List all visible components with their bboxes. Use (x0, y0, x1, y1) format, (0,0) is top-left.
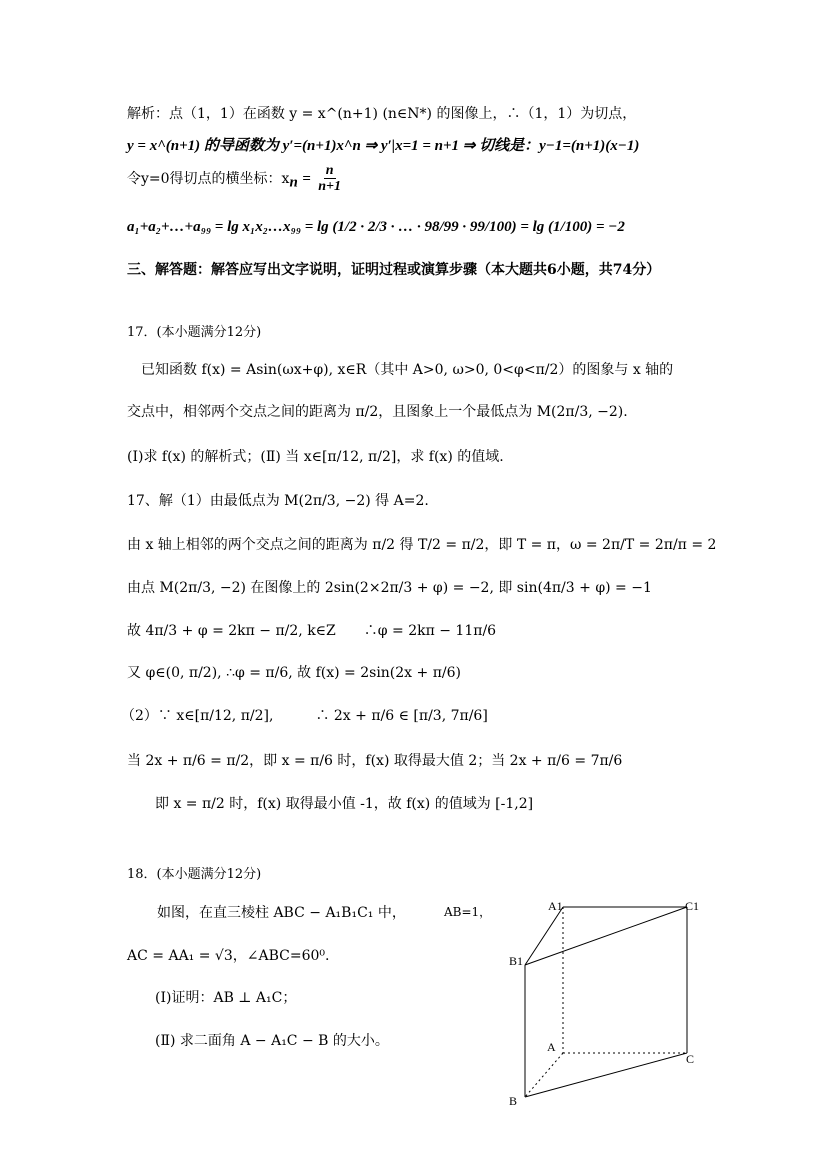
q18-stem-b: AC = AA₁ = √3，∠ABC=60⁰. (127, 948, 330, 964)
q17-heading: 17．(本小题满分12分) (127, 325, 262, 340)
q18-part-1: (Ⅰ)证明：AB ⊥ A₁C； (155, 990, 297, 1006)
q18-stem-ab: AB=1， (444, 905, 492, 919)
analysis-line-2: y = x^(n+1) 的导函数为 y′=(n+1)x^n ⇒ y′|x=1 = n+1 ⇒ 切线是：y−1=(n+1)(x−1) (127, 138, 640, 154)
q17-solution-2: 由 x 轴上相邻的两个交点之间的距离为 π/2 得 T/2 = π/2，即 T = π，ω = 2π/T = 2π/π = 2 (127, 537, 717, 553)
edge-b-c (525, 1053, 687, 1097)
edge-b1-c1 (525, 907, 687, 965)
section-three-heading: 三、解答题：解答应写出文字说明，证明过程或演算步骤（本大题共6小题，共74分） (127, 262, 661, 278)
label-c: C (686, 1052, 695, 1066)
analysis-line-3-sub: n (289, 174, 298, 191)
edge-a1-b1 (525, 907, 563, 965)
analysis-line-4: a₁+a₂+…+a₉₉ = lg x₁x₂…x₉₉ = lg (1/2 · 2/3 · … · 98/99 · 99/100) = lg (1/100) = −2 (127, 219, 625, 235)
prism-svg (505, 895, 725, 1115)
label-c1: C1 (685, 899, 700, 913)
analysis-line-3-den: n+1 (318, 179, 342, 195)
q18-part-2: (Ⅱ) 求二面角 A − A₁C − B 的大小。 (155, 1033, 389, 1049)
label-a1: A1 (548, 899, 563, 913)
q17-solution-6: （2）∵ x∈[π/12, π/2], ∴ 2x + π/6 ∈ [π/3, 7π/6] (121, 708, 488, 724)
q17-solution-7: 当 2x + π/6 = π/2，即 x = π/6 时，f(x) 取得最大值 2；当 2x + π/6 = 7π/6 (127, 753, 623, 769)
prism-figure (505, 895, 725, 1119)
analysis-line-3-text: 令y=0得切点的横坐标：x (127, 170, 290, 187)
q17-stem-b: 交点中，相邻两个交点之间的距离为 π/2，且图象上一个最低点为 M(2π/3, −2). (127, 404, 628, 420)
q17-stem-c: (Ⅰ)求 f(x) 的解析式；(Ⅱ) 当 x∈[π/12, π/2]，求 f(x) 的值域. (127, 449, 504, 465)
q17-solution-3: 由点 M(2π/3, −2) 在图像上的 2sin(2×2π/3 + φ) = −2, 即 sin(4π/3 + φ) = −1 (127, 580, 652, 596)
q17-solution-1: 17、解（1）由最低点为 M(2π/3, −2) 得 A=2. (127, 493, 429, 509)
q17-solution-5: 又 φ∈(0, π/2), ∴φ = π/6, 故 f(x) = 2sin(2x + π/6) (127, 665, 461, 681)
analysis-line-3-eq: = (302, 170, 311, 187)
label-b1: B1 (509, 954, 524, 968)
edge-a-b-hidden (525, 1053, 563, 1097)
q18-heading: 18．(本小题满分12分) (127, 867, 262, 882)
label-b: B (509, 1094, 518, 1108)
q18-stem-a: 如图，在直三棱柱 ABC − A₁B₁C₁ 中， (157, 905, 406, 921)
label-a: A (547, 1040, 556, 1054)
analysis-line-3-num: n (325, 163, 334, 178)
analysis-line-3 (127, 163, 344, 195)
analysis-line-3-fraction (316, 163, 343, 195)
q17-solution-4: 故 4π/3 + φ = 2kπ − π/2, k∈Z ∴φ = 2kπ − 11π/6 (127, 623, 497, 639)
analysis-line-1: 解析：点（1，1）在函数 y = x^(n+1) (n∈N*) 的图像上，∴（1，1）为切点， (127, 106, 637, 122)
q17-solution-8: 即 x = π/2 时，f(x) 取得最小值 -1，故 f(x) 的值域为 [-1,2] (155, 796, 534, 812)
q17-stem-a: 已知函数 f(x) = Asin(ωx+φ), x∈R（其中 A>0, ω>0, 0<φ<π/2）的图象与 x 轴的 (141, 362, 674, 378)
